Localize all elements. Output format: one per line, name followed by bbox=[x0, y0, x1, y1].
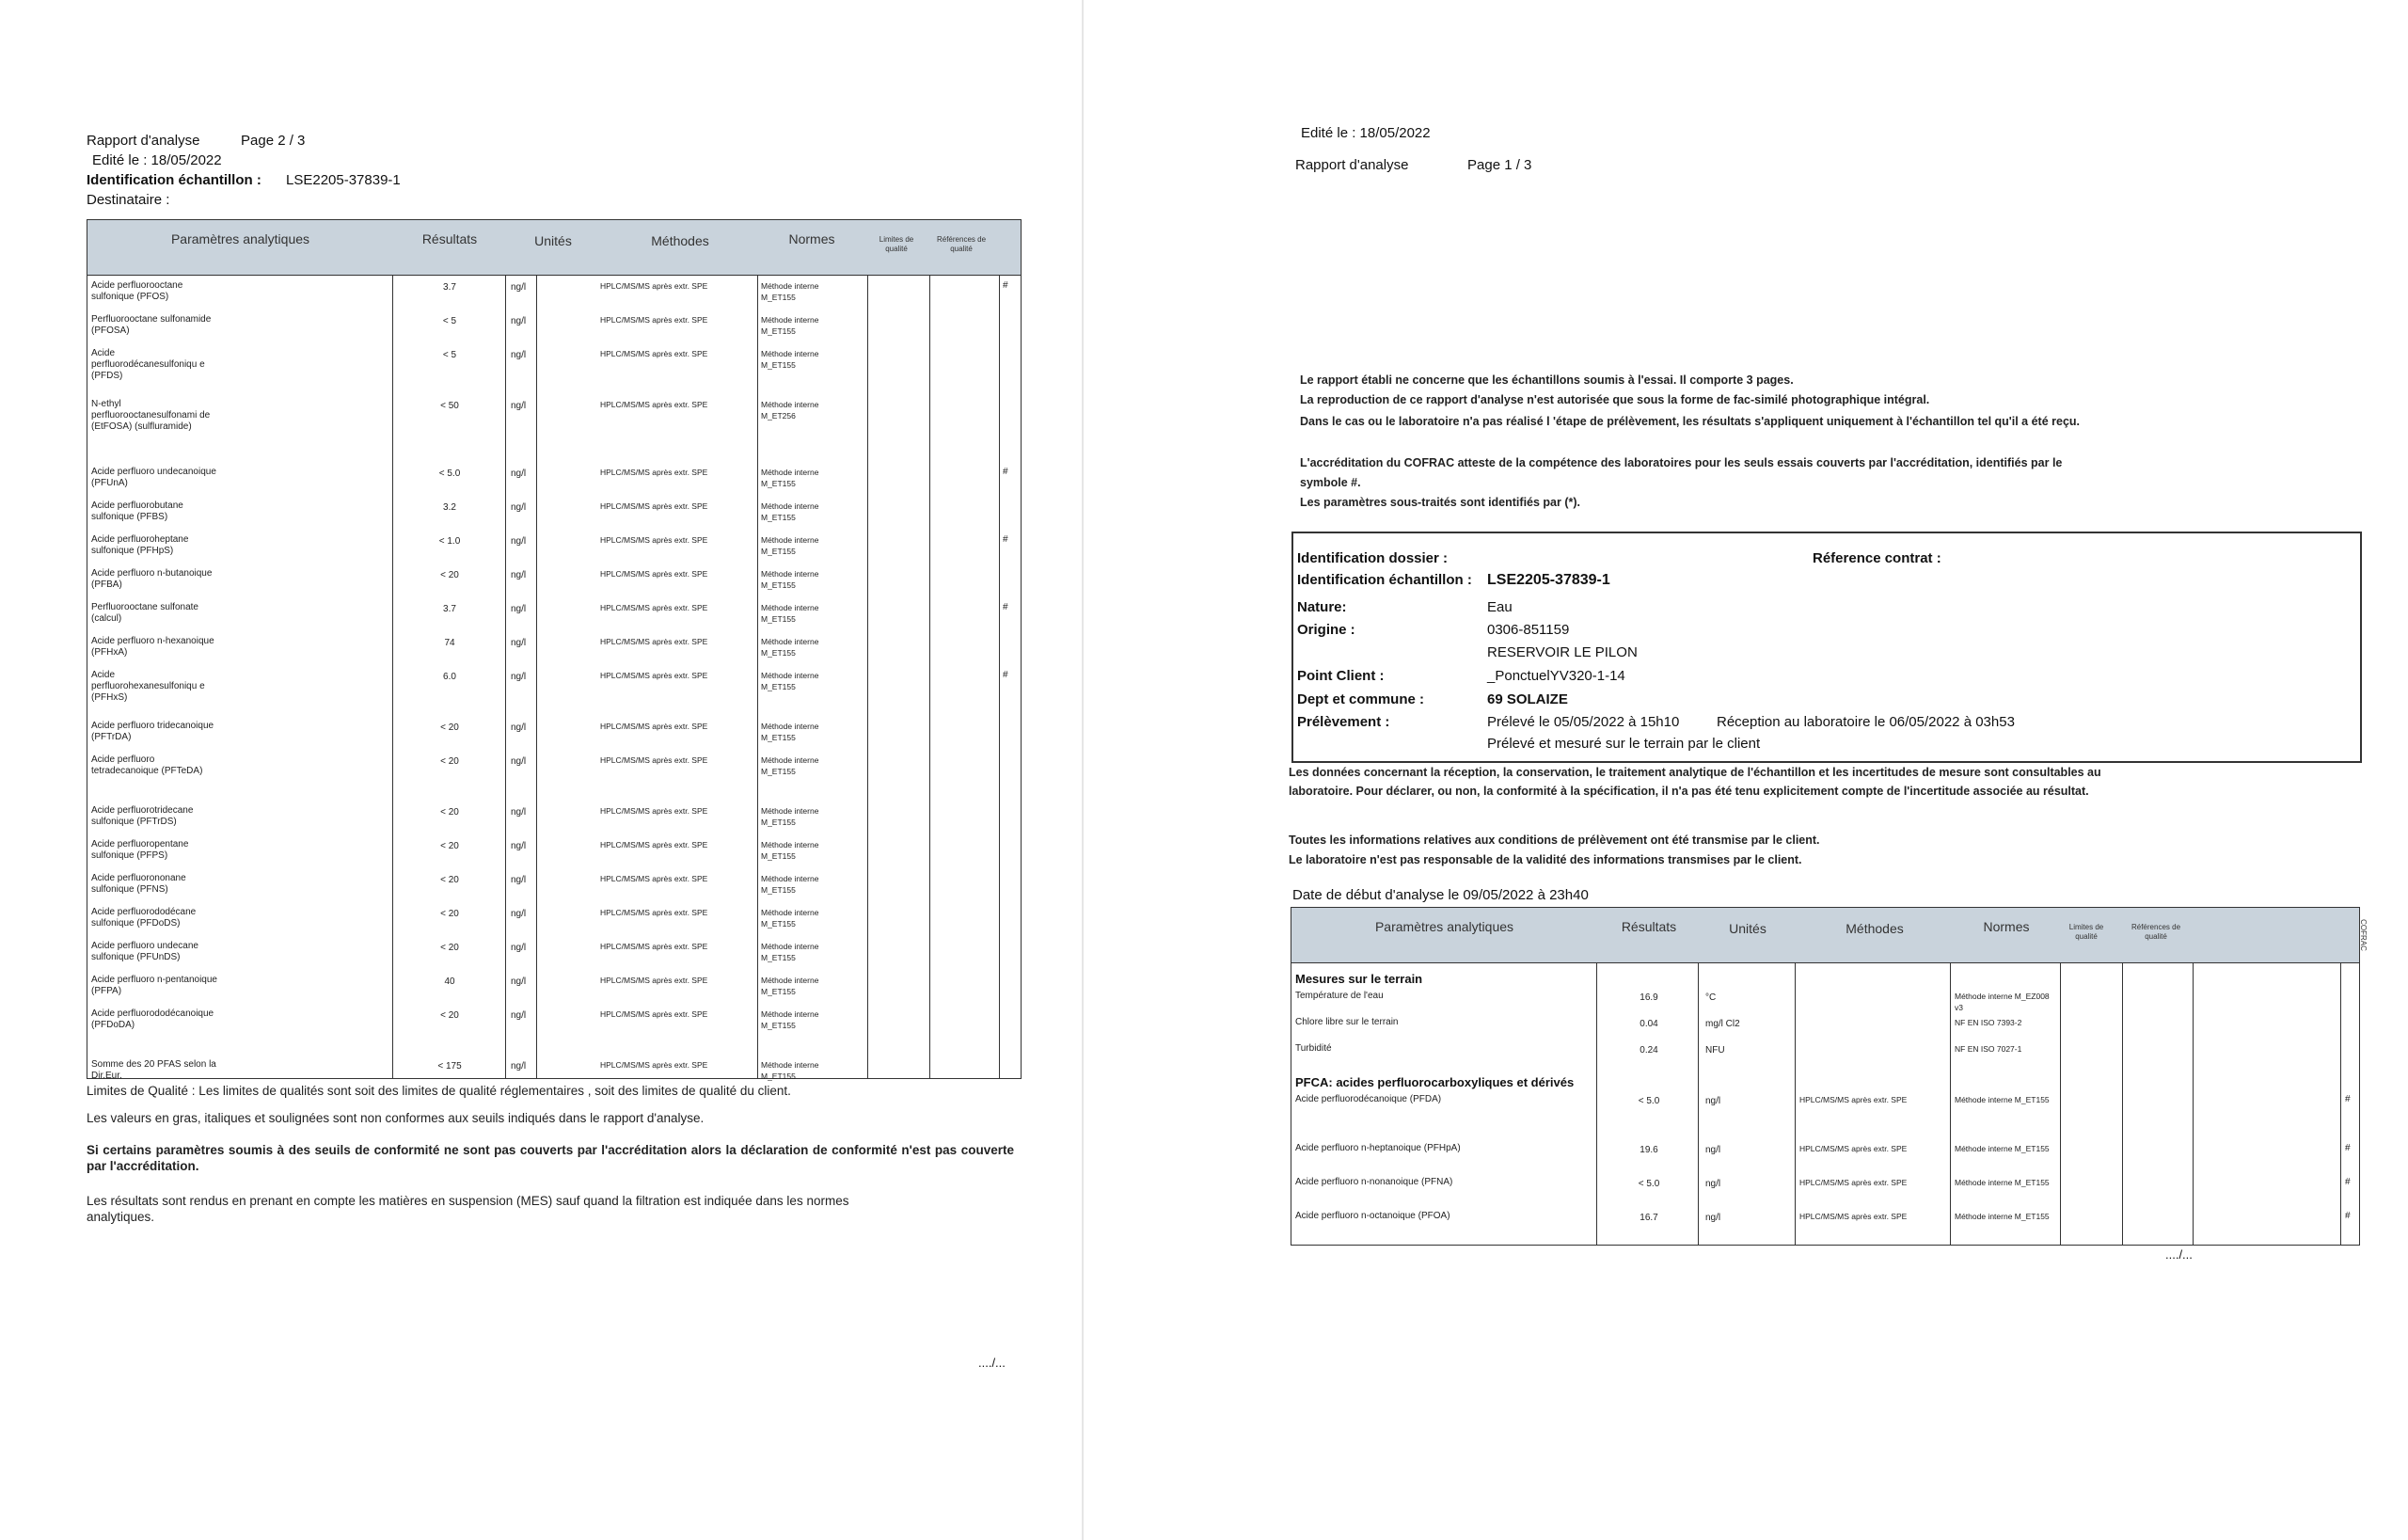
cofrac-mark: # bbox=[1003, 670, 1008, 680]
col-header-param: Paramètres analytiques bbox=[1374, 919, 1514, 934]
norme-cell: Méthode interne M_ET155 bbox=[761, 722, 819, 742]
norme-cell: Méthode interne M_ET155 bbox=[761, 1009, 819, 1030]
prelev-label: Prélèvement : bbox=[1297, 714, 1390, 730]
table-row bbox=[87, 566, 1021, 598]
param-cell: Turbidité bbox=[1295, 1043, 1332, 1054]
param-cell: Température de l'eau bbox=[1295, 991, 1384, 1001]
unit-cell: ng/l bbox=[1705, 1213, 1721, 1223]
point-label: Point Client : bbox=[1297, 668, 1385, 684]
result-cell: < 5 bbox=[442, 350, 457, 360]
note-accreditation: Si certains paramètres soumis à des seuils de conformité ne sont pas couverts par l'accréditation alors la déclaration de conformité n'est pas couverte par l'accréditation. bbox=[87, 1143, 1014, 1173]
note-mes: Les résultats sont rendus en prenant en compte les matières en suspension (MES) sauf quand la filtration est indiquée dans les normes analytiques. bbox=[87, 1194, 849, 1224]
method-cell: HPLC/MS/MS après extr. SPE bbox=[600, 908, 708, 917]
sample-id-value: LSE2205-37839-1 bbox=[286, 172, 401, 188]
point-value: _PonctuelYV320-1-14 bbox=[1487, 668, 1625, 684]
section-terrain: Mesures sur le terrain bbox=[1295, 972, 1423, 986]
norme-cell: Méthode interne M_EZ008 v3 bbox=[1955, 992, 2050, 1012]
table-row bbox=[87, 600, 1021, 632]
param-cell: Acide perfluorododécanoique (PFDoDA) bbox=[91, 1008, 214, 1030]
method-cell: HPLC/MS/MS après extr. SPE bbox=[1799, 1095, 1908, 1104]
norme-cell: Méthode interne M_ET155 bbox=[761, 281, 819, 302]
unit-cell: ng/l bbox=[511, 502, 527, 513]
norme-cell: Méthode interne M_ET155 bbox=[761, 535, 819, 556]
method-cell: HPLC/MS/MS après extr. SPE bbox=[600, 671, 708, 680]
norme-cell: Méthode interne M_ET155 bbox=[1955, 1095, 2050, 1104]
param-cell: Perfluorooctane sulfonate (calcul) bbox=[91, 602, 198, 624]
norme-cell: Méthode interne M_ET155 bbox=[761, 603, 819, 624]
table-row bbox=[87, 939, 1021, 971]
result-cell: 16.9 bbox=[1640, 992, 1658, 1003]
para-info-2: Le laboratoire n'est pas responsable de la validité des informations transmises par le client. bbox=[1289, 853, 1802, 866]
method-cell: HPLC/MS/MS après extr. SPE bbox=[600, 1009, 708, 1019]
origine-value-2: RESERVOIR LE PILON bbox=[1487, 644, 1638, 660]
result-cell: 3.7 bbox=[443, 604, 456, 614]
edit-date: Edité le : 18/05/2022 bbox=[92, 152, 222, 168]
result-cell: < 50 bbox=[440, 401, 459, 411]
unit-cell: ng/l bbox=[1705, 1096, 1721, 1106]
para-donnees: Les données concernant la réception, la conservation, le traitement analytique de l'échantillon et les incertitudes de mesure sont consultables au laboratoire. Pour déclarer, ou non, la conformité à la spécification, il n'a pas été tenu explicitement compte de l'incertitude associée au résultat. bbox=[1289, 766, 2101, 798]
norme-cell: Méthode interne M_ET155 bbox=[761, 942, 819, 962]
report-title: Rapport d'analyse bbox=[87, 133, 200, 149]
result-cell: < 20 bbox=[440, 807, 459, 818]
param-cell: Acide perfluoro tridecanoique (PFTrDA) bbox=[91, 721, 214, 742]
norme-cell: Méthode interne M_ET155 bbox=[761, 637, 819, 658]
param-cell: Acide perfluoro n-pentanoique (PFPA) bbox=[91, 975, 217, 996]
table-row bbox=[1291, 1209, 2359, 1243]
param-cell: Chlore libre sur le terrain bbox=[1295, 1017, 1399, 1027]
result-cell: < 1.0 bbox=[438, 536, 461, 547]
unit-cell: ng/l bbox=[511, 909, 527, 919]
result-cell: < 5.0 bbox=[1638, 1096, 1660, 1106]
norme-cell: Méthode interne M_ET155 bbox=[761, 874, 819, 895]
method-cell: HPLC/MS/MS après extr. SPE bbox=[600, 315, 708, 325]
table-row bbox=[87, 312, 1021, 344]
table-row bbox=[87, 905, 1021, 937]
intro-line-5: Les paramètres sous-traités sont identifiés par (*). bbox=[1300, 496, 1581, 509]
table-row bbox=[1291, 1175, 2359, 1209]
norme-cell: Méthode interne M_ET155 bbox=[761, 501, 819, 522]
table-row bbox=[87, 397, 1021, 463]
param-cell: Acide perfluoro n-nonanoique (PFNA) bbox=[1295, 1177, 1453, 1187]
page-number: Page 2 / 3 bbox=[241, 133, 306, 149]
param-cell: Acide perfluoro undecanoique (PFUnA) bbox=[91, 467, 216, 488]
result-cell: < 5.0 bbox=[1638, 1179, 1660, 1189]
results-table bbox=[1291, 907, 2368, 1246]
norme-cell: Méthode interne M_ET155 bbox=[761, 908, 819, 929]
result-cell: 19.6 bbox=[1640, 1145, 1658, 1155]
unit-cell: mg/l Cl2 bbox=[1705, 1019, 1740, 1029]
table-row bbox=[87, 668, 1021, 717]
norme-cell: Méthode interne M_ET155 bbox=[761, 349, 819, 370]
method-cell: HPLC/MS/MS après extr. SPE bbox=[600, 874, 708, 883]
norme-cell: Méthode interne M_ET155 bbox=[761, 468, 819, 488]
result-cell: 74 bbox=[444, 638, 455, 648]
unit-cell: ng/l bbox=[511, 536, 527, 547]
norme-cell: Méthode interne M_ET155 bbox=[761, 976, 819, 996]
table-row bbox=[1291, 1041, 2359, 1068]
edit-date: Edité le : 18/05/2022 bbox=[1301, 125, 1431, 141]
analysis-start-date: Date de début d'analyse le 09/05/2022 à 23h40 bbox=[1292, 887, 1589, 903]
col-header-limites: Limites de qualité bbox=[2068, 923, 2104, 941]
cofrac-mark: # bbox=[1003, 280, 1008, 291]
unit-cell: ng/l bbox=[1705, 1179, 1721, 1189]
cofrac-mark: # bbox=[2345, 1177, 2351, 1187]
unit-cell: NFU bbox=[1705, 1045, 1725, 1056]
table-row bbox=[87, 753, 1021, 802]
unit-cell: ng/l bbox=[1705, 1145, 1721, 1155]
method-cell: HPLC/MS/MS après extr. SPE bbox=[600, 468, 708, 477]
method-cell: HPLC/MS/MS après extr. SPE bbox=[600, 400, 708, 409]
cofrac-mark: # bbox=[1003, 602, 1008, 612]
unit-cell: ng/l bbox=[511, 807, 527, 818]
report-title: Rapport d'analyse bbox=[1295, 157, 1409, 173]
method-cell: HPLC/MS/MS après extr. SPE bbox=[600, 349, 708, 358]
param-cell: Acide perfluoropentane sulfonique (PFPS) bbox=[91, 839, 189, 861]
page-number: Page 1 / 3 bbox=[1467, 157, 1532, 173]
unit-cell: ng/l bbox=[511, 1010, 527, 1021]
reception-value: Réception au laboratoire le 06/05/2022 à 03h53 bbox=[1717, 714, 2015, 730]
result-cell: < 20 bbox=[440, 1010, 459, 1021]
method-cell: HPLC/MS/MS après extr. SPE bbox=[600, 840, 708, 849]
param-cell: Acide perfluorotridecane sulfonique (PFTrDS) bbox=[91, 805, 194, 827]
col-header-result: Résultats bbox=[421, 231, 478, 246]
norme-cell: NF EN ISO 7393-2 bbox=[1955, 1018, 2022, 1027]
intro-line-1: Le rapport établi ne concerne que les échantillons soumis à l'essai. Il comporte 3 pages. bbox=[1300, 373, 1794, 387]
unit-cell: ng/l bbox=[511, 976, 527, 987]
unit-cell: ng/l bbox=[511, 1061, 527, 1072]
param-cell: Acide perfluorodécanesulfoniqu e (PFDS) bbox=[91, 348, 205, 381]
col-header-cofrac: COFRAC bbox=[2359, 919, 2368, 951]
result-cell: 0.04 bbox=[1640, 1019, 1658, 1029]
param-cell: Acide perfluoro n-butanoique (PFBA) bbox=[91, 568, 213, 590]
param-cell: Somme des 20 PFAS selon la Dir.Eur. bbox=[91, 1059, 216, 1081]
unit-cell: ng/l bbox=[511, 722, 527, 733]
norme-cell: Méthode interne M_ET155 bbox=[761, 671, 819, 691]
param-cell: Acide perfluorononane sulfonique (PFNS) bbox=[91, 873, 186, 895]
prelev-value-2: Prélevé et mesuré sur le terrain par le client bbox=[1487, 736, 1761, 752]
col-header-param: Paramètres analytiques bbox=[170, 231, 310, 246]
para-info-1: Toutes les informations relatives aux conditions de prélèvement ont été transmise par le client. bbox=[1289, 834, 1820, 847]
intro-line-2: La reproduction de ce rapport d'analyse n'est autorisée que sous la forme de fac-similé photographique intégral. bbox=[1300, 393, 1930, 406]
sample-info-box bbox=[1291, 532, 2362, 763]
nature-value: Eau bbox=[1487, 599, 1513, 615]
norme-cell: Méthode interne M_ET155 bbox=[761, 569, 819, 590]
col-header-references: Références de qualité bbox=[936, 235, 987, 253]
table-row bbox=[87, 1007, 1021, 1056]
norme-cell: Méthode interne M_ET155 bbox=[1955, 1212, 2050, 1221]
col-header-method: Méthodes bbox=[1846, 921, 1904, 936]
continue-marker: ..../... bbox=[2165, 1247, 2193, 1262]
param-cell: Acide perfluoro n-hexanoique (PFHxA) bbox=[91, 636, 214, 658]
param-cell: Acide perfluoro n-octanoique (PFOA) bbox=[1295, 1211, 1450, 1221]
continue-marker: ..../... bbox=[978, 1356, 1006, 1370]
unit-cell: °C bbox=[1705, 992, 1717, 1003]
table-row bbox=[1291, 989, 2359, 1015]
norme-cell: Méthode interne M_ET155 bbox=[761, 806, 819, 827]
method-cell: HPLC/MS/MS après extr. SPE bbox=[600, 1060, 708, 1070]
results-table bbox=[87, 219, 1022, 1079]
method-cell: HPLC/MS/MS après extr. SPE bbox=[600, 942, 708, 951]
col-header-norme: Normes bbox=[788, 231, 835, 246]
unit-cell: ng/l bbox=[511, 672, 527, 682]
result-cell: < 5.0 bbox=[438, 468, 461, 479]
table-row bbox=[87, 803, 1021, 835]
table-row bbox=[87, 499, 1021, 531]
dossier-label: Identification dossier : bbox=[1297, 550, 1449, 566]
norme-cell: Méthode interne M_ET155 bbox=[1955, 1178, 2050, 1187]
table-row bbox=[87, 973, 1021, 1005]
origine-value-1: 0306-851159 bbox=[1487, 622, 1570, 638]
sample-id-label: Identification échantillon : bbox=[87, 172, 261, 188]
table-row bbox=[87, 871, 1021, 903]
norme-cell: NF EN ISO 7027-1 bbox=[1955, 1044, 2022, 1054]
unit-cell: ng/l bbox=[511, 282, 527, 293]
method-cell: HPLC/MS/MS après extr. SPE bbox=[600, 569, 708, 579]
norme-cell: Méthode interne M_ET155 bbox=[761, 755, 819, 776]
unit-cell: ng/l bbox=[511, 604, 527, 614]
method-cell: HPLC/MS/MS après extr. SPE bbox=[600, 755, 708, 765]
method-cell: HPLC/MS/MS après extr. SPE bbox=[600, 722, 708, 731]
table-row bbox=[87, 346, 1021, 395]
result-cell: 0.24 bbox=[1640, 1045, 1658, 1056]
nature-label: Nature: bbox=[1297, 599, 1347, 615]
norme-cell: Méthode interne M_ET155 bbox=[761, 840, 819, 861]
table-row bbox=[87, 278, 1021, 310]
table-header bbox=[1291, 908, 2368, 963]
note-valeurs: Les valeurs en gras, italiques et soulignées sont non conformes aux seuils indiqués dans le rapport d'analyse. bbox=[87, 1111, 705, 1125]
result-cell: < 20 bbox=[440, 875, 459, 885]
result-cell: 16.7 bbox=[1640, 1213, 1658, 1223]
param-cell: Perfluorooctane sulfonamide (PFOSA) bbox=[91, 314, 212, 336]
result-cell: < 20 bbox=[440, 570, 459, 580]
unit-cell: ng/l bbox=[511, 570, 527, 580]
table-row bbox=[1291, 1141, 2359, 1175]
intro-line-3: Dans le cas ou le laboratoire n'a pas réalisé l 'étape de prélèvement, les résultats s'appliquent uniquement à l'échantillon tel qu'il a été reçu. bbox=[1300, 415, 2081, 428]
unit-cell: ng/l bbox=[511, 638, 527, 648]
section-pfca: PFCA: acides perfluorocarboxyliques et dérivés bbox=[1295, 1075, 1575, 1089]
note-limites: Limites de Qualité : Les limites de qualités sont soit des limites de qualité réglementaires , soit des limites de qualité du client. bbox=[87, 1084, 791, 1098]
col-header-result: Résultats bbox=[1621, 919, 1677, 934]
table-row bbox=[1291, 1092, 2359, 1141]
result-cell: < 20 bbox=[440, 756, 459, 767]
result-cell: < 20 bbox=[440, 841, 459, 851]
param-cell: Acide perfluoroheptane sulfonique (PFHpS) bbox=[91, 534, 189, 556]
result-cell: 3.2 bbox=[443, 502, 456, 513]
intro-line-4: L'accréditation du COFRAC atteste de la compétence des laboratoires pour les seuls essais couverts par l'accréditation, identifiés par le symbole #. bbox=[1300, 456, 2063, 489]
norme-cell: Méthode interne M_ET155 bbox=[761, 1060, 819, 1081]
result-cell: < 20 bbox=[440, 943, 459, 953]
unit-cell: ng/l bbox=[511, 841, 527, 851]
dept-label: Dept et commune : bbox=[1297, 691, 1425, 707]
param-cell: Acide perfluoro tetradecanoique (PFTeDA) bbox=[91, 754, 203, 776]
col-header-norme: Normes bbox=[1983, 919, 2030, 934]
param-cell: Acide perfluorooctane sulfonique (PFOS) bbox=[91, 280, 183, 302]
cofrac-mark: # bbox=[2345, 1143, 2351, 1153]
result-cell: < 20 bbox=[440, 722, 459, 733]
contrat-label: Réference contrat : bbox=[1813, 550, 1941, 566]
unit-cell: ng/l bbox=[511, 875, 527, 885]
col-header-unit: Unités bbox=[534, 233, 572, 248]
table-row bbox=[1291, 1015, 2359, 1041]
norme-cell: Méthode interne M_ET256 bbox=[761, 400, 819, 421]
param-cell: Acide perfluorododécane sulfonique (PFDoDS) bbox=[91, 907, 197, 929]
prelev-value: Prélevé le 05/05/2022 à 15h10 bbox=[1487, 714, 1680, 730]
cofrac-mark: # bbox=[2345, 1094, 2351, 1104]
unit-cell: ng/l bbox=[511, 316, 527, 326]
result-cell: 6.0 bbox=[443, 672, 456, 682]
result-cell: 3.7 bbox=[443, 282, 456, 293]
param-cell: Acide perfluoro undecane sulfonique (PFUnDS) bbox=[91, 941, 198, 962]
param-cell: Acide perfluorohexanesulfoniqu e (PFHxS) bbox=[91, 670, 205, 703]
dept-value: 69 SOLAIZE bbox=[1487, 691, 1568, 707]
method-cell: HPLC/MS/MS après extr. SPE bbox=[1799, 1178, 1908, 1187]
method-cell: HPLC/MS/MS après extr. SPE bbox=[600, 806, 708, 816]
method-cell: HPLC/MS/MS après extr. SPE bbox=[1799, 1212, 1908, 1221]
ident-label: Identification échantillon : bbox=[1297, 572, 1472, 588]
table-header bbox=[87, 220, 1021, 276]
method-cell: HPLC/MS/MS après extr. SPE bbox=[600, 535, 708, 545]
cofrac-mark: # bbox=[2345, 1211, 2351, 1221]
col-header-limites: Limites de qualité bbox=[879, 235, 914, 253]
report-page-1 bbox=[1084, 0, 2408, 1540]
unit-cell: ng/l bbox=[511, 468, 527, 479]
param-cell: Acide perfluorodécanoique (PFDA) bbox=[1295, 1094, 1442, 1104]
method-cell: HPLC/MS/MS après extr. SPE bbox=[1799, 1144, 1908, 1153]
method-cell: HPLC/MS/MS après extr. SPE bbox=[600, 281, 708, 291]
report-page-2 bbox=[0, 0, 1082, 1540]
table-row bbox=[87, 634, 1021, 666]
unit-cell: ng/l bbox=[511, 756, 527, 767]
recipient-label: Destinataire : bbox=[87, 192, 170, 208]
method-cell: HPLC/MS/MS après extr. SPE bbox=[600, 603, 708, 612]
result-cell: 40 bbox=[444, 976, 455, 987]
cofrac-mark: # bbox=[1003, 467, 1008, 477]
table-row bbox=[87, 532, 1021, 564]
param-cell: Acide perfluoro n-heptanoique (PFHpA) bbox=[1295, 1143, 1461, 1153]
col-header-references: Références de qualité bbox=[2131, 923, 2181, 941]
unit-cell: ng/l bbox=[511, 943, 527, 953]
method-cell: HPLC/MS/MS après extr. SPE bbox=[600, 976, 708, 985]
origine-label: Origine : bbox=[1297, 622, 1355, 638]
table-row bbox=[87, 837, 1021, 869]
cofrac-mark: # bbox=[1003, 534, 1008, 545]
param-cell: Acide perfluorobutane sulfonique (PFBS) bbox=[91, 500, 183, 522]
method-cell: HPLC/MS/MS après extr. SPE bbox=[600, 637, 708, 646]
result-cell: < 175 bbox=[437, 1061, 462, 1072]
unit-cell: ng/l bbox=[511, 350, 527, 360]
table-row bbox=[87, 719, 1021, 751]
ident-value: LSE2205-37839-1 bbox=[1487, 572, 1610, 588]
result-cell: < 20 bbox=[440, 909, 459, 919]
result-cell: < 5 bbox=[442, 316, 457, 326]
unit-cell: ng/l bbox=[511, 401, 527, 411]
table-row bbox=[87, 465, 1021, 497]
col-header-method: Méthodes bbox=[651, 233, 709, 248]
norme-cell: Méthode interne M_ET155 bbox=[1955, 1144, 2050, 1153]
param-cell: N-ethyl perfluorooctanesulfonami de (EtFOSA) (sulfluramide) bbox=[91, 399, 211, 432]
norme-cell: Méthode interne M_ET155 bbox=[761, 315, 819, 336]
col-header-unit: Unités bbox=[1729, 921, 1766, 936]
method-cell: HPLC/MS/MS après extr. SPE bbox=[600, 501, 708, 511]
